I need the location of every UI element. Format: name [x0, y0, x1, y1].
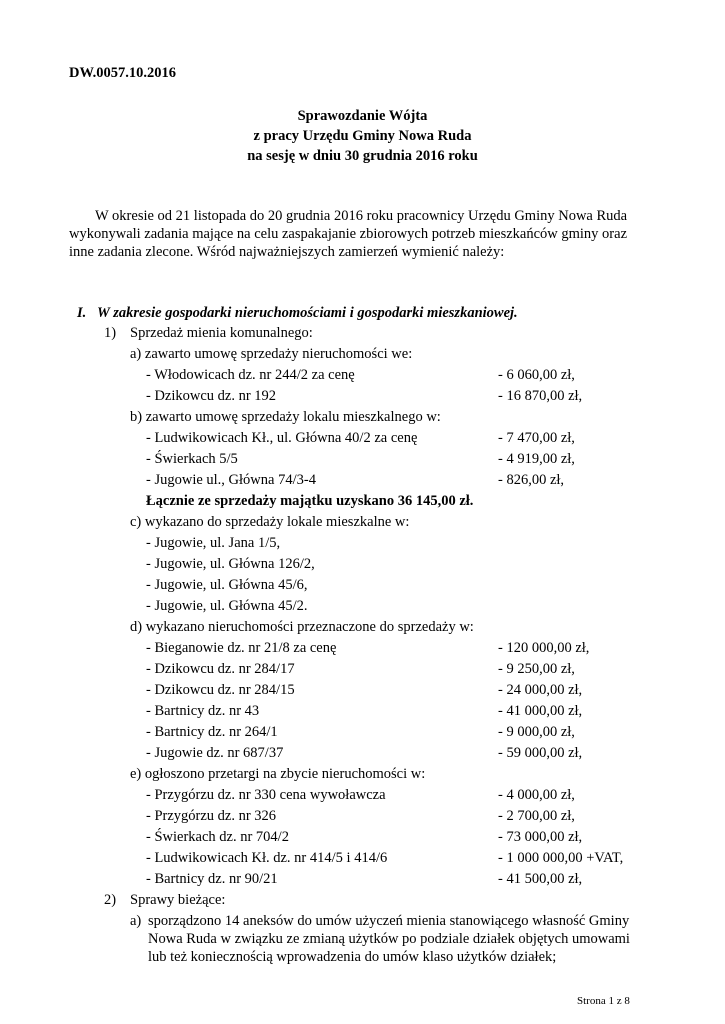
list-item-amount: - 1 000 000,00 +VAT, [498, 850, 624, 866]
list-item-amount: - 2 700,00 zł, [498, 808, 575, 824]
point-2-a-marker: a) [130, 913, 142, 929]
section-1-marker: I. [77, 305, 87, 321]
intro-line-2: wykonywali zadania mające na celu zaspakajanie zbiorowych potrzeb mieszkańców gminy oraz [69, 226, 628, 242]
list-item-place: - Włodowicach dz. nr 244/2 za cenę [146, 367, 355, 383]
point-2-label: Sprawy bieżące: [130, 892, 226, 908]
list-item-amount: - 59 000,00 zł, [498, 745, 583, 761]
sales-total: Łącznie ze sprzedaży majątku uzyskano 36 145,00 zł. [146, 493, 474, 509]
list-item-place: - Bartnicy dz. nr 264/1 [146, 724, 278, 740]
list-item-amount: - 41 500,00 zł, [498, 871, 583, 887]
point-2-a-line-1: sporządzono 14 aneksów do umów użyczeń mienia stanowiącego własność Gminy [148, 913, 630, 929]
list-item: - Jugowie, ul. Jana 1/5, [146, 535, 281, 551]
list-item-place: - Przygórzu dz. nr 326 [146, 808, 277, 824]
list-item-amount: - 41 000,00 zł, [498, 703, 583, 719]
list-item-place: - Świerkach 5/5 [146, 451, 238, 467]
intro-line-3: inne zadania zlecone. Wśród najważniejszych zamierzeń wymienić należy: [69, 244, 505, 260]
list-item-place: - Bieganowie dz. nr 21/8 za cenę [146, 640, 337, 656]
list-item-place: - Bartnicy dz. nr 90/21 [146, 871, 278, 887]
list-item-place: - Dzikowcu dz. nr 284/17 [146, 661, 295, 677]
subpoint-a-label: a) zawarto umowę sprzedaży nieruchomości we: [130, 346, 413, 362]
list-item-place: - Jugowie ul., Główna 74/3-4 [146, 472, 316, 488]
list-item: - Jugowie, ul. Główna 45/2. [146, 598, 308, 614]
list-item-amount: - 9 250,00 zł, [498, 661, 575, 677]
subpoint-b-label: b) zawarto umowę sprzedaży lokalu mieszkalnego w: [130, 409, 441, 425]
list-item-amount: - 16 870,00 zł, [498, 388, 583, 404]
list-item-place: - Ludwikowicach Kł., ul. Główna 40/2 za cenę [146, 430, 418, 446]
list-item-amount: - 7 470,00 zł, [498, 430, 575, 446]
list-item: - Jugowie, ul. Główna 126/2, [146, 556, 315, 572]
list-item-place: - Dzikowcu dz. nr 192 [146, 388, 277, 404]
point-1-marker: 1) [104, 325, 117, 341]
list-item-amount: - 9 000,00 zł, [498, 724, 575, 740]
list-item-amount: - 24 000,00 zł, [498, 682, 583, 698]
list-item: - Jugowie, ul. Główna 45/6, [146, 577, 308, 593]
list-item-amount: - 6 060,00 zł, [498, 367, 575, 383]
subpoint-e-label: e) ogłoszono przetargi na zbycie nieruchomości w: [130, 766, 426, 782]
section-1-heading: W zakresie gospodarki nieruchomościami i gospodarki mieszkaniowej. [97, 305, 518, 321]
document-reference: DW.0057.10.2016 [69, 65, 177, 81]
list-item-place: - Ludwikowicach Kł. dz. nr 414/5 i 414/6 [146, 850, 388, 866]
list-item-place: - Jugowie dz. nr 687/37 [146, 745, 284, 761]
title-line-1: Sprawozdanie Wójta [297, 108, 428, 124]
list-item-amount: - 4 000,00 zł, [498, 787, 575, 803]
point-2-a-line-2: Nowa Ruda w związku ze zmianą użytków po podziale działek objętych umowami [148, 931, 630, 947]
point-1-label: Sprzedaż mienia komunalnego: [130, 325, 313, 341]
subpoint-d-label: d) wykazano nieruchomości przeznaczone do sprzedaży w: [130, 619, 474, 635]
subpoint-c-label: c) wykazano do sprzedaży lokale mieszkalne w: [130, 514, 410, 530]
title-line-2: z pracy Urzędu Gminy Nowa Ruda [253, 128, 472, 144]
list-item-amount: - 826,00 zł, [498, 472, 565, 488]
page-number: Strona 1 z 8 [577, 995, 630, 1007]
list-item-place: - Bartnicy dz. nr 43 [146, 703, 260, 719]
list-item-place: - Przygórzu dz. nr 330 cena wywoławcza [146, 787, 386, 803]
list-item-amount: - 4 919,00 zł, [498, 451, 575, 467]
point-2-a-line-3: lub też koniecznością wprowadzenia do umów klaso użytków działek; [148, 949, 557, 965]
list-item-place: - Świerkach dz. nr 704/2 [146, 829, 289, 845]
list-item-place: - Dzikowcu dz. nr 284/15 [146, 682, 295, 698]
point-2-marker: 2) [104, 892, 117, 908]
intro-line-1: W okresie od 21 listopada do 20 grudnia 2016 roku pracownicy Urzędu Gminy Nowa Ruda [95, 208, 628, 224]
title-line-3: na sesję w dniu 30 grudnia 2016 roku [247, 148, 478, 164]
list-item-amount: - 73 000,00 zł, [498, 829, 583, 845]
list-item-amount: - 120 000,00 zł, [498, 640, 590, 656]
